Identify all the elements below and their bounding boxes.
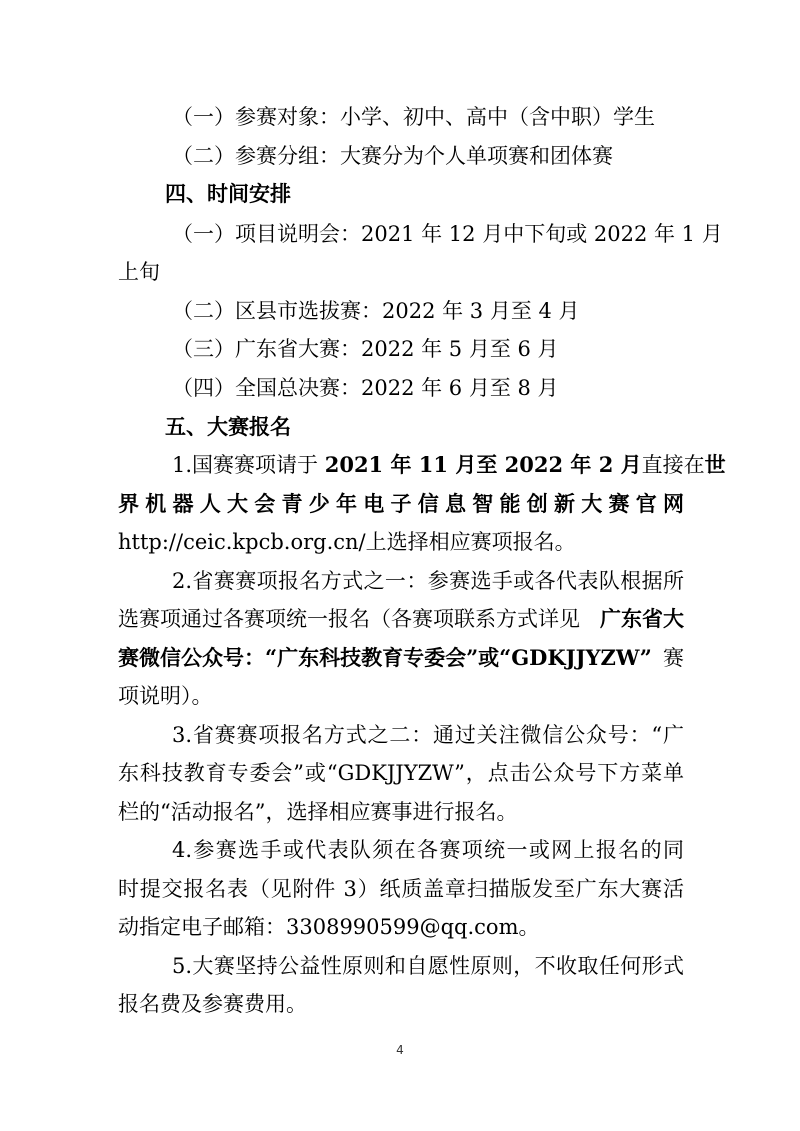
schedule-item-3: （三）广东省大赛：2022 年 5 月至 6 月 [172, 337, 559, 361]
registration-p2-line4: 项说明）。 [118, 684, 213, 708]
registration-heading: 五、大赛报名 [165, 415, 291, 439]
registration-p4-line2: 时提交报名表（见附件 3）纸质盖章扫描版发至广东大赛活 [118, 877, 684, 901]
registration-p2-line3 [118, 643, 684, 673]
schedule-item-4: （四）全国总决赛：2022 年 6 月至 8 月 [172, 376, 559, 400]
page-number: 4 [396, 1043, 404, 1057]
schedule-item-1: （一）项目说明会：2021 年 12 月中下旬或 2022 年 1 月 [172, 222, 723, 246]
registration-p2-wechat: 赛微信公众号：“广东科技教育专委会”或“GDKJJYZW” [118, 645, 652, 670]
registration-p1-line2: 界机器人大会青少年电子信息智能创新大赛官网 [118, 491, 684, 516]
participants-groups: （二）参赛分组：大赛分为个人单项赛和团体赛 [172, 144, 613, 168]
registration-p2-text2: 赛 [663, 646, 684, 670]
schedule-item-1-cont: 上旬 [118, 260, 160, 284]
registration-p5-line1: 5.大赛坚持公益性原则和自愿性原则，不收取任何形式 [172, 954, 684, 978]
registration-p2-highlight: 广东省大 [600, 606, 684, 631]
registration-p1-highlight: 世 [704, 452, 726, 477]
schedule-item-2: （二）区县市选拔赛：2022 年 3 月至 4 月 [172, 299, 580, 323]
registration-p1-period: 2021 年 11 月至 2022 年 2 月 [324, 452, 642, 477]
registration-p2-line2 [118, 604, 684, 634]
participants-objects: （一）参赛对象：小学、初中、高中（含中职）学生 [172, 105, 655, 129]
registration-p1-line3: http://ceic.kpcb.org.cn/上选择相应赛项报名。 [118, 530, 576, 554]
registration-p2-line1: 2.省赛赛项报名方式之一：参赛选手或各代表队根据所 [172, 569, 684, 593]
registration-p2-text: 选赛项通过各赛项统一报名（各赛项联系方式详见 [118, 607, 580, 631]
registration-p4-line1: 4.参赛选手或代表队须在各赛项统一或网上报名的同 [172, 838, 684, 862]
registration-p1-text: 1.国赛赛项请于 [172, 453, 325, 477]
registration-p5-line2: 报名费及参赛费用。 [118, 992, 307, 1016]
registration-p3-line2: 东科技教育专委会”或“GDKJJYZW”，点击公众号下方菜单 [118, 761, 684, 785]
registration-p3-line3: 栏的“活动报名”，选择相应赛事进行报名。 [118, 800, 518, 824]
schedule-heading: 四、时间安排 [165, 182, 291, 206]
registration-p1-line1 [172, 450, 726, 480]
registration-p3-line1: 3.省赛赛项报名方式之二：通过关注微信公众号：“广 [172, 723, 684, 747]
registration-p4-line3: 动指定电子邮箱：3308990599@qq.com。 [118, 915, 540, 939]
registration-p1-text2: 直接在 [641, 453, 705, 477]
